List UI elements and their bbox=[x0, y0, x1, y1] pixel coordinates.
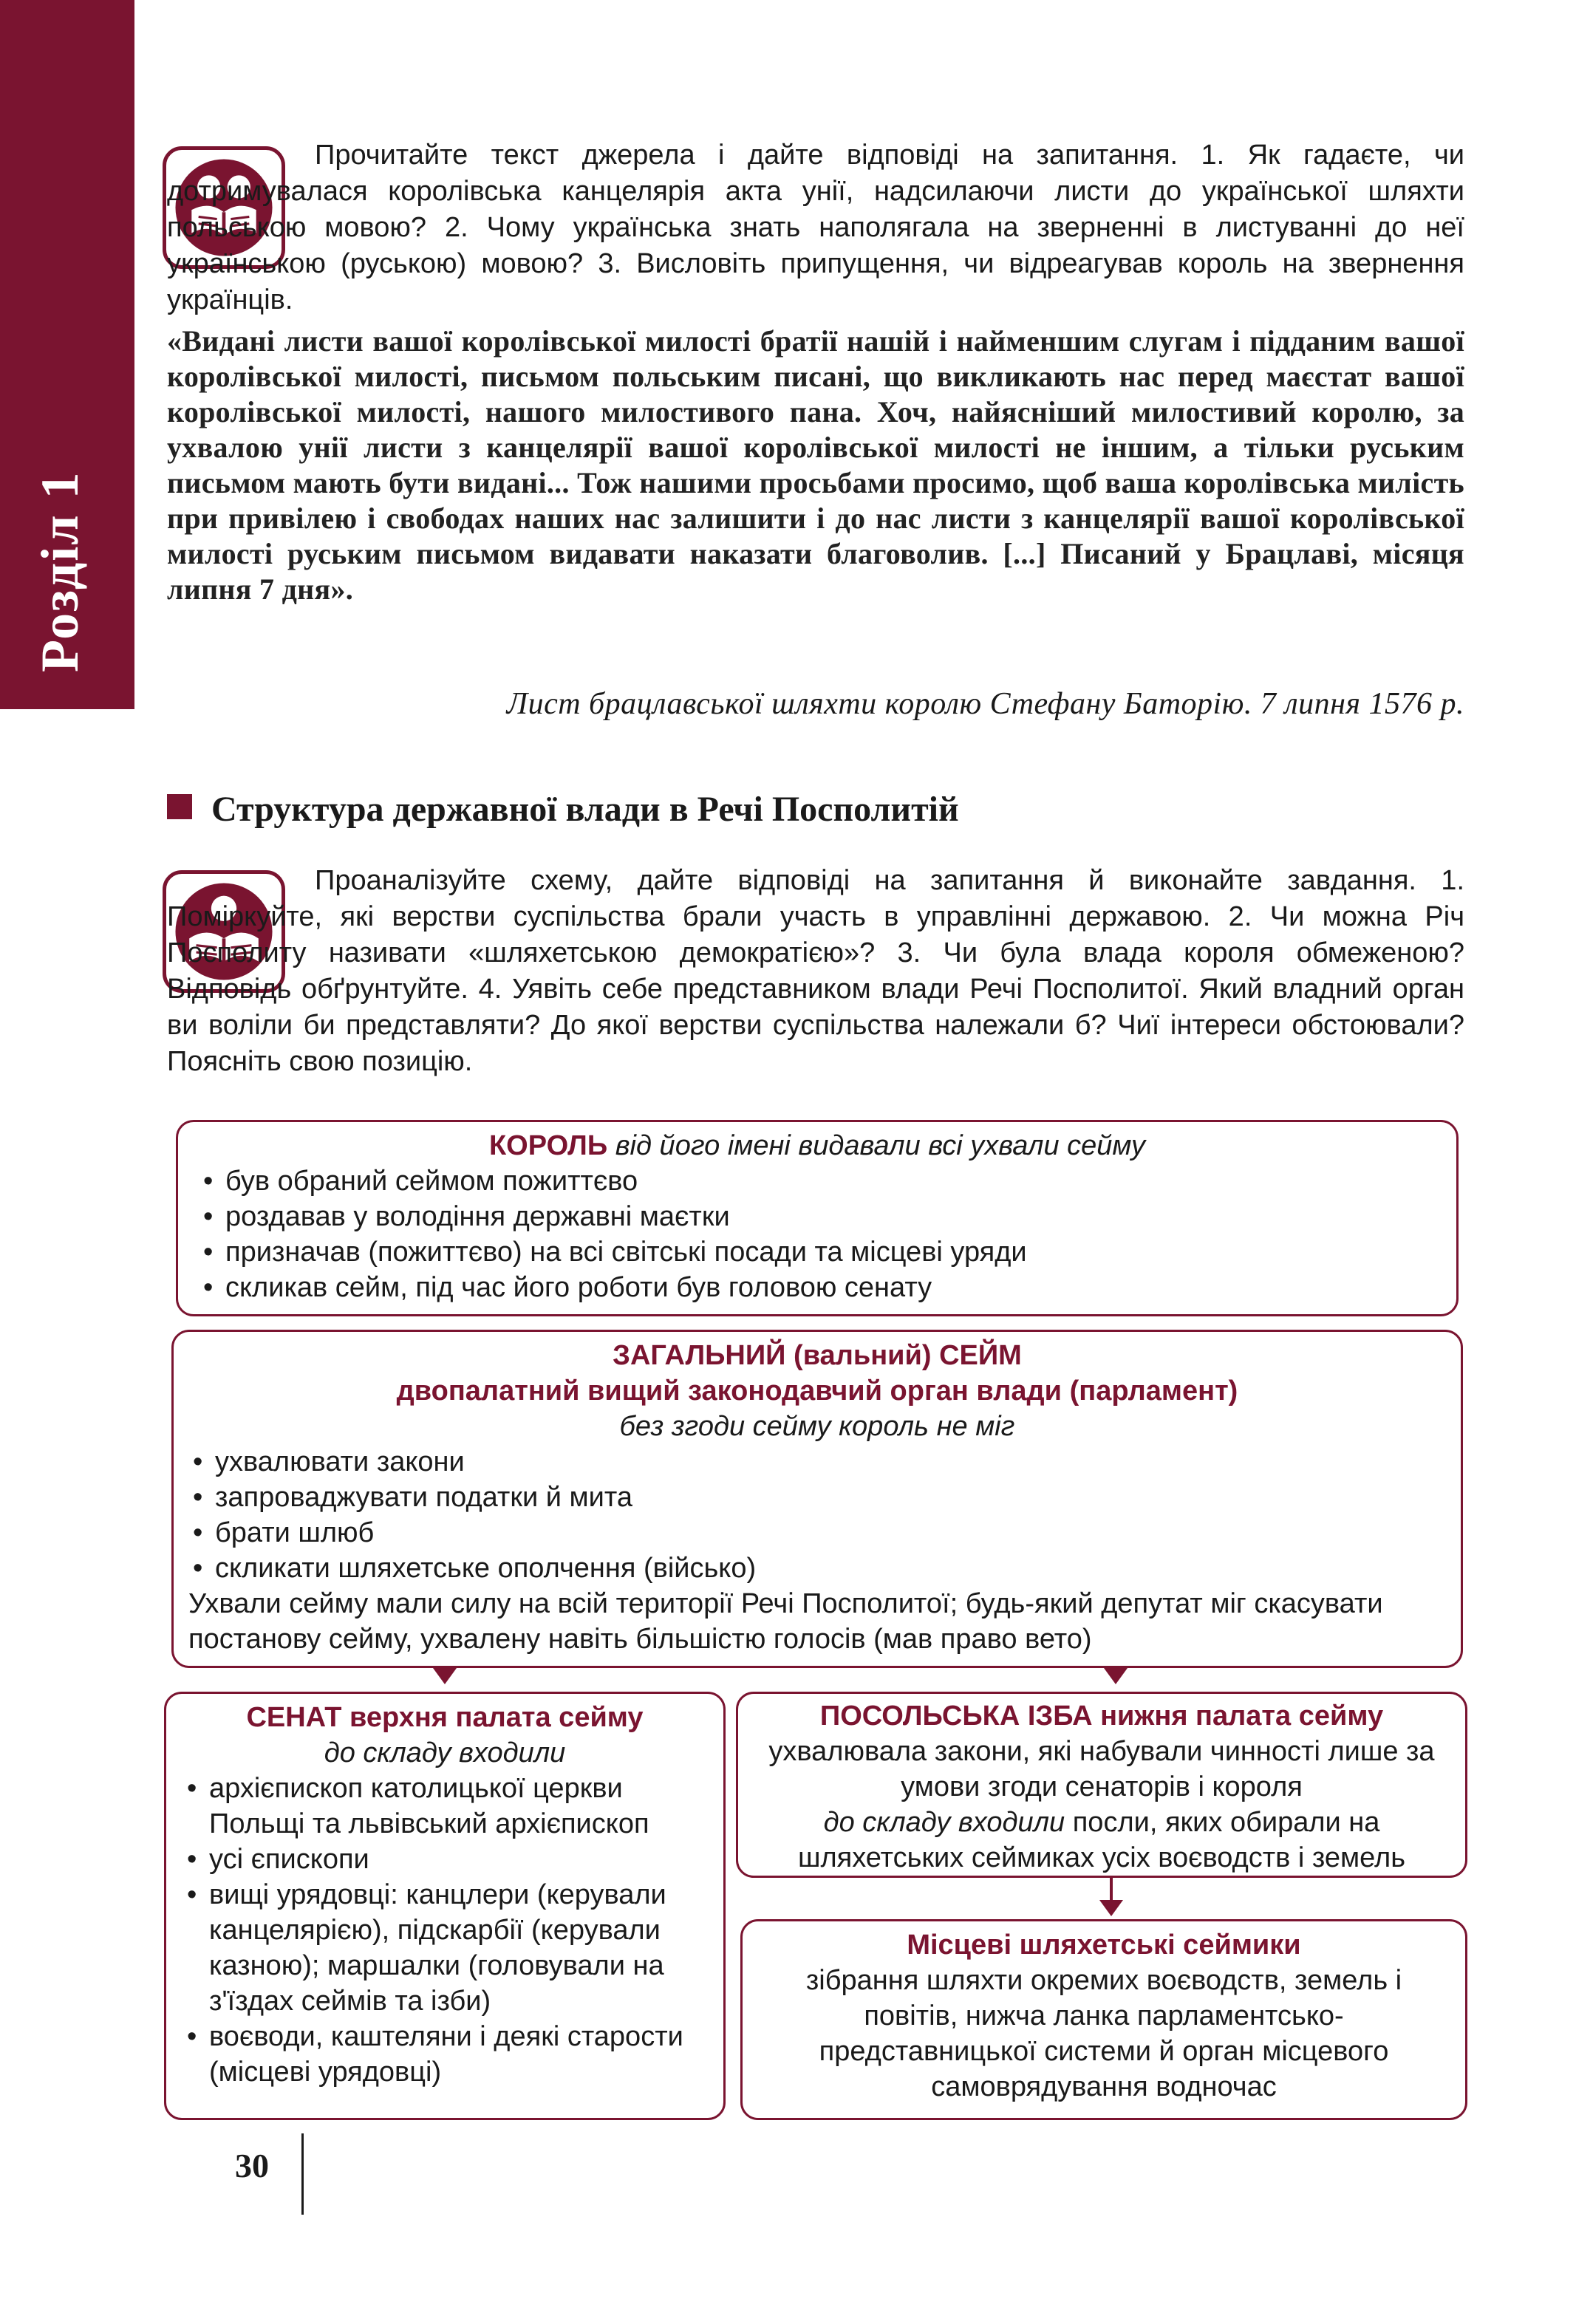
page-number-divider bbox=[301, 2133, 304, 2215]
list-item: • вищі урядовці: канцлери (керували канцелярією), підскарбії (керували казною); маршалки (головували на з'їздах сеймів та ізби) bbox=[182, 1877, 707, 2019]
connector-line bbox=[1110, 1878, 1113, 1901]
list-item: • запроваджувати податки й мита bbox=[188, 1480, 1446, 1515]
izba-lead: до складу входили bbox=[823, 1807, 1065, 1838]
list-item: • архієпископ католицької церкви Польщі та львівський архієпископ bbox=[182, 1771, 707, 1842]
list-item: • був обраний сеймом пожиттєво bbox=[199, 1163, 1436, 1199]
list-item: • скликати шляхетське ополчення (військо) bbox=[188, 1551, 1446, 1586]
quote-source: Лист брацлавської шляхти королю Стефану Баторію. 7 липня 1576 р. bbox=[506, 687, 1464, 721]
king-powers-list bbox=[199, 1163, 1436, 1305]
senate-title-text: СЕНАТ bbox=[246, 1702, 342, 1733]
izba-composition bbox=[751, 1805, 1452, 1876]
sejmiki-title: Місцеві шляхетські сеймики bbox=[907, 1930, 1301, 1961]
list-item: • призначав (пожиттєво) на всі світські посади та місцеві уряди bbox=[199, 1234, 1436, 1270]
izba-title-text: ПОСОЛЬСЬКА ІЗБА bbox=[819, 1701, 1093, 1732]
izba-members: посли, яких обирали на шляхетських сеймиках усіх воєводств і земель bbox=[797, 1807, 1406, 1873]
izba-title bbox=[751, 1698, 1452, 1734]
heading-square-icon bbox=[167, 794, 192, 819]
sejmiki-text: зібрання шляхти окремих воєводств, земель і повітів, нижча ланка парламентсько-представницької системи й орган місцевого самоврядування водночас bbox=[805, 1965, 1402, 2102]
task-questions-2: Проаналізуйте схему, дайте відповіді на запитання й виконайте завдання. 1. Поміркуйте, які верстви суспільства брали участь в управлінні державою. 2. Чи можна Річ Посполиту називати «шляхетською демократією»? 3. Чи була влада короля обмеженою? Відповідь обґрунтуйте. 4. Уявіть себе представником влади Речі Посполитої. Який владний орган ви воліли би представляти? До якої верстви суспільства належали б? Чиї інтереси обстоювали? Поясніть свою позицію. bbox=[167, 865, 1464, 1077]
senate-title bbox=[182, 1700, 707, 1735]
list-item: • брати шлюб bbox=[188, 1515, 1446, 1551]
sejm-lead: без згоди сейму король не міг bbox=[619, 1411, 1015, 1442]
king-title bbox=[199, 1128, 1436, 1163]
king-subtitle: від його імені видавали всі ухвали сейму bbox=[615, 1130, 1146, 1161]
section-side-tab bbox=[0, 0, 134, 709]
list-item: • скликав сейм, під час його роботи був головою сенату bbox=[199, 1270, 1436, 1305]
section-heading bbox=[167, 789, 959, 830]
sejm-list bbox=[188, 1444, 1446, 1586]
source-quote: «Видані листи вашої королівської милості братії нашій і найменшим слугам і підданим вашої королівської милості, письмом польським писані, що викликають нас перед маєстат вашої королівської милості, нашого милостивого пана. Хоч, найясніший милостивий королю, за ухвалою унії листи з канцелярії вашої королівської милості не іншим, а тільки руським письмом мають бути видані... Тож нашими просьбами просимо, щоб ваша королівська милість при привілею і свободах наших нас залишити і до нас листи з канцелярії вашої королівської милості руським письмом видавати наказати благоволив. [...] Писаний у Брацлаві, місяця липня 7 дня». bbox=[167, 324, 1464, 606]
section-title: Структура державної влади в Речі Посполитій bbox=[211, 790, 959, 829]
sejm-subtitle: двопалатний вищий законодавчий орган влади (парламент) bbox=[396, 1375, 1238, 1407]
izba-box bbox=[736, 1692, 1467, 1878]
arrow-to-izba-icon bbox=[1104, 1668, 1128, 1684]
task-questions-1: Прочитайте текст джерела і дайте відповіді на запитання. 1. Як гадаєте, чи дотримувалася королівська канцелярія акта унії, надсилаючи листи до української шляхти польською мовою? 2. Чому українська знать наполягала на зверненні в листуванні до неї українською (руською) мовою? 3. Висловіть припущення, чи відреагував король на звернення українців. bbox=[167, 140, 1464, 315]
king-box bbox=[176, 1120, 1459, 1316]
sejm-title: ЗАГАЛЬНИЙ (вальний) СЕЙМ bbox=[613, 1340, 1022, 1371]
izba-text: ухвалювала закони, які набували чинності лише за умови згоди сенаторів і короля bbox=[768, 1736, 1435, 1802]
arrow-to-senate-icon bbox=[433, 1668, 457, 1684]
king-title-text: КОРОЛЬ bbox=[488, 1130, 608, 1161]
list-item: • воєводи, каштеляни і деякі старости (місцеві урядовці) bbox=[182, 2019, 707, 2090]
sejm-note: Ухвали сейму мали силу на всій території Речі Посполитої; будь-який депутат міг скасувати постанову сейму, ухвалену навіть більшістю голосів (мав право вето) bbox=[188, 1588, 1383, 1655]
section-label: Розділ 1 bbox=[30, 471, 89, 672]
sejmiki-box bbox=[740, 1919, 1467, 2120]
sejm-box bbox=[171, 1330, 1463, 1668]
list-item: • роздавав у володіння державні маєтки bbox=[199, 1199, 1436, 1234]
senate-box bbox=[164, 1692, 726, 2120]
list-item: • усі єпископи bbox=[182, 1842, 707, 1877]
senate-list bbox=[182, 1771, 707, 2090]
arrow-to-sejmiki-icon bbox=[1099, 1900, 1123, 1916]
list-item: • ухвалювати закони bbox=[188, 1444, 1446, 1480]
page-number: 30 bbox=[235, 2147, 269, 2184]
izba-subtitle: нижня палата сейму bbox=[1100, 1701, 1384, 1732]
senate-lead: до складу входили bbox=[324, 1737, 566, 1768]
senate-subtitle: верхня палата сейму bbox=[349, 1702, 644, 1733]
